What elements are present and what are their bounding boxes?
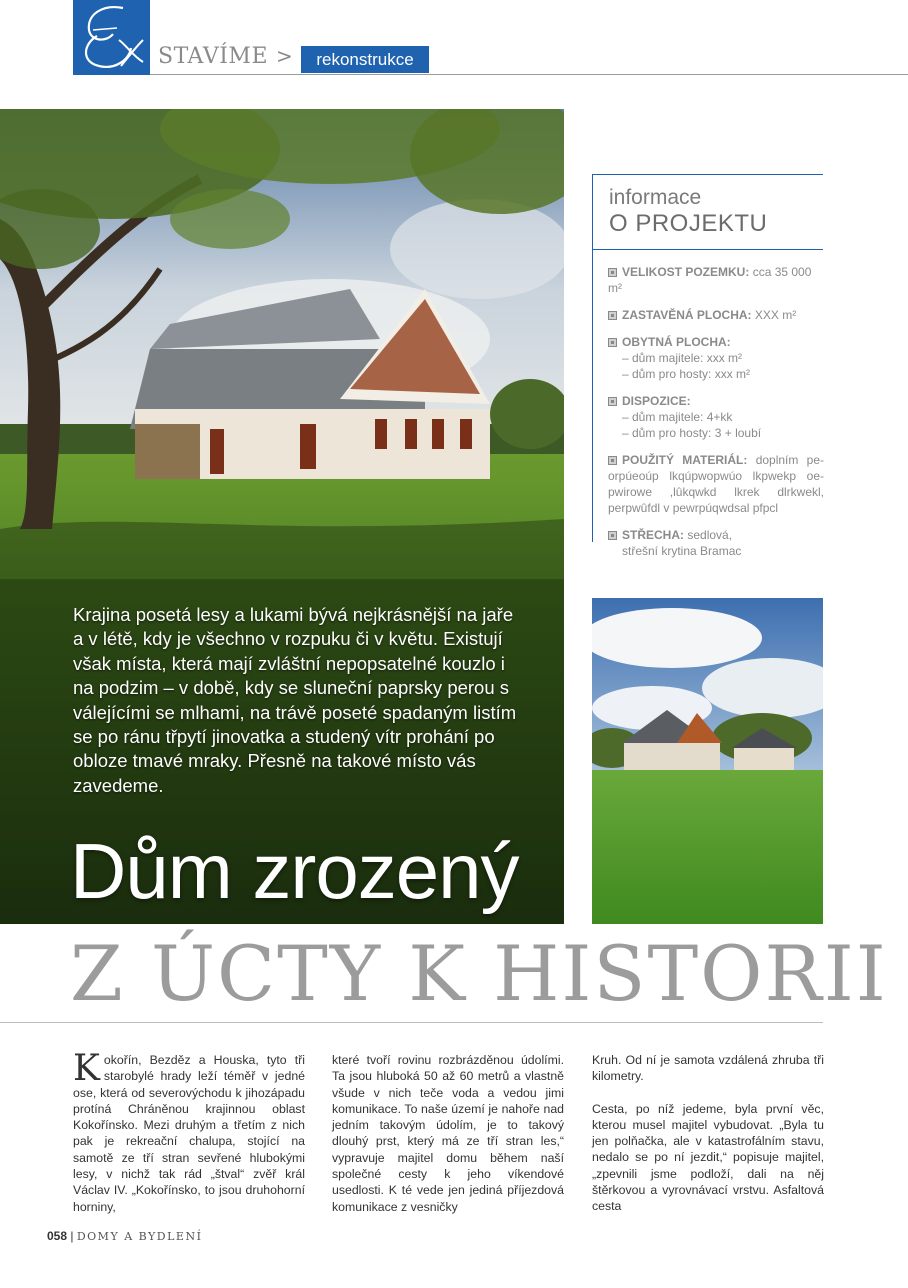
info-item-roof: STŘECHA: sedlová, střešní krytina Bramac xyxy=(608,527,824,559)
body-paragraph: Cesta, po níž jedeme, byla první věc, kterou musel majitel vybudovat. „Byla tu jen polňačka, ale v katastrofálním stavu, nedalo se po ní jezdit,“ popisuje majitel, „zpevnili jsme podloží, dali na něj štěrkovou a vyrovnávací vrstvu. Asfaltová cesta xyxy=(592,1101,824,1214)
bullet-square-icon xyxy=(608,531,617,540)
page-number: 058 xyxy=(47,1229,68,1243)
lead-paragraph: Krajina posetá lesy a lukami bývá nejkrásnější na jaře a v létě, kdy je všechno v rozpuku či v květu. Existují však místa, která mají zvláštní nepopsatelné kouzlo i na podzim – v době, kdy se sluneční paprsky perou s válejícími se mlhami, na trávě poseté spadaným listím se po ránu třpytí jinovatka a studený vítr prohání po obloze tmavé mraky. Přesně na takové místo vás zavedeme. xyxy=(73,604,517,796)
body-paragraph: Kruh. Od ní je samota vzdálená zhruba tři kilometry. xyxy=(592,1053,824,1084)
bullet-square-icon xyxy=(608,311,617,320)
section-tag: rekonstrukce xyxy=(301,46,429,73)
info-item-layout: DISPOZICE: – dům majitele: 4+kk – dům pro hosty: 3 + loubí xyxy=(608,393,824,441)
body-column-3 xyxy=(592,1052,824,1231)
info-frame-top xyxy=(592,174,823,175)
breadcrumb-arrow: > xyxy=(276,44,293,68)
info-heading-small: informace xyxy=(609,186,702,209)
magazine-name: DOMY A BYDLENÍ xyxy=(76,1230,203,1243)
bullet-square-icon xyxy=(608,338,617,347)
header-rule xyxy=(150,74,908,75)
info-list xyxy=(608,264,824,570)
info-frame-left xyxy=(592,174,593,542)
bullet-square-icon xyxy=(608,456,617,465)
page-footer xyxy=(47,1229,202,1243)
article-title-line2: Z ÚCTY K HISTORII xyxy=(70,929,888,1018)
title-rule xyxy=(0,1022,823,1023)
footer-separator: | xyxy=(70,1229,74,1243)
body-column-2: které tvoří rovinu rozbrázděnou údolími. Ta jsou hluboká 50 až 60 metrů a vlastně všude v nich teče voda a vedou jimi komunikace. To naše území je nahoře nad jedním takovým údolím, je to takový dlouhý prst, který má ze tří stran les,“ vypravuje majitel domu během naší společné cesty k jeho víkendové usedlosti. K té vede jen jediná příjezdová komunikace z vesničky xyxy=(332,1053,564,1214)
info-item-built-area: ZASTAVĚNÁ PLOCHA: XXX m² xyxy=(608,307,824,323)
info-item-living-area: OBYTNÁ PLOCHA: – dům majitele: xxx m² – dům pro hosty: xxx m² xyxy=(608,334,824,382)
info-heading-big: O PROJEKTU xyxy=(609,210,768,237)
info-heading-rule xyxy=(592,249,823,250)
article-title-line1: Dům zrozený xyxy=(70,827,519,915)
secondary-photo xyxy=(592,598,823,924)
body-column-1: Kokořín, Bezděz a Houska, tyto tři starobylé hrady leží téměř v jedné ose, která od severovýchodu k jihozápadu protíná Chráněnou krajinnou oblast Kokořínsko. Mezi druhým a třetím z nich pak je rekreační chalupa, stojící na samotě ze tří stran sevřené hlubokými lesy, v nichž tak rád „štval“ zvěř král Václav IV. „Kokořínsko, to jsou druhohorní horniny, xyxy=(73,1048,305,1214)
section-label: STAVÍME xyxy=(158,44,268,69)
drop-cap: K xyxy=(73,1048,100,1089)
hero-photo xyxy=(0,109,564,924)
bullet-square-icon xyxy=(608,397,617,406)
bullet-square-icon xyxy=(608,268,617,277)
info-item-material: POUŽITÝ MATERIÁL: doplním pe-orpúeoúp lkqúpwopwúo lkpwekp oe-pwirowe ,lûkqwkd lkrek dlrkwekl, perpwûfdl v pewrpúqwdsal pfpcl xyxy=(608,453,825,515)
info-item-plot-size: VELIKOST POZEMKU: cca 35 000 m² xyxy=(608,265,812,295)
magazine-logo xyxy=(73,0,150,75)
